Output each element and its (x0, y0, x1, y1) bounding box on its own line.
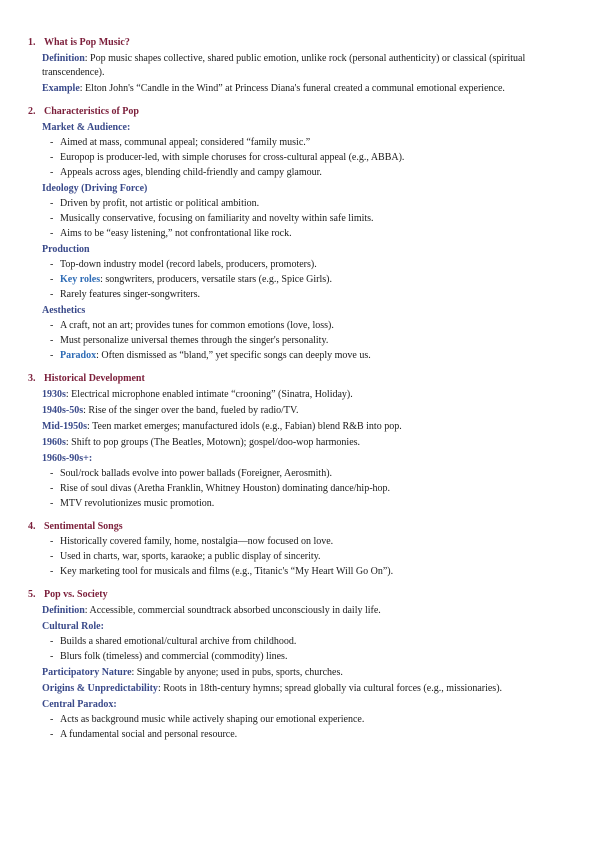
dash-bullet-icon: - (50, 198, 54, 209)
section (28, 520, 576, 579)
section-number: 2. (28, 106, 36, 117)
list-item (28, 467, 576, 481)
line-text: : Roots in 18th-century hymns; spread globally via cultural forces (e.g., missionaries). (157, 683, 503, 694)
list-item (28, 334, 576, 348)
subheading-text: Market & Audience (42, 122, 127, 133)
section-number: 3. (28, 373, 36, 384)
dash-bullet-icon: - (50, 228, 54, 239)
labeled-line (28, 404, 576, 418)
line-text: : Shift to pop groups (The Beatles, Motown); gospel/doo-wop harmonies. (65, 437, 361, 448)
dash-bullet-icon: - (50, 274, 54, 285)
list-item-body (50, 197, 576, 211)
subheading-text: Production (42, 244, 90, 255)
list-item-text: : songwriters, producers, versatile stars (e.g., Spice Girls). (100, 274, 332, 285)
list-item-text: Aims to be “easy listening,” not confrontational like rock. (60, 228, 292, 239)
line-label: 1940s-50s (42, 405, 84, 416)
document-body (28, 36, 576, 751)
labeled-line (28, 682, 576, 696)
list-item-text: Rise of soul divas (Aretha Franklin, Whitney Houston) dominating dance/hip-hop. (60, 483, 391, 494)
dash-bullet-icon: - (50, 213, 54, 224)
list-item-text: Rarely features singer-songwriters. (60, 289, 201, 300)
list-item-text: Blurs folk (timeless) and commercial (commodity) lines. (60, 651, 288, 662)
subheading (28, 304, 576, 318)
list-item-body (50, 650, 576, 664)
list-item (28, 227, 576, 241)
labeled-line (28, 666, 576, 680)
list-item-body (50, 497, 576, 511)
list-item-text: A fundamental social and personal resource. (60, 729, 238, 740)
subheading-text: Ideology (Driving Force) (42, 183, 148, 194)
line-label: Definition (42, 53, 85, 64)
line-text: : Teen market emerges; manufactured idols (e.g., Fabian) blend R&B into pop. (87, 421, 402, 432)
list-item (28, 136, 576, 150)
subheading-text: Central Paradox (42, 699, 114, 710)
list-item-body (50, 212, 576, 226)
list-item-body (50, 713, 576, 727)
dash-bullet-icon: - (50, 551, 54, 562)
section-title: Sentimental Songs (44, 521, 123, 532)
list-item (28, 288, 576, 302)
section (28, 588, 576, 742)
list-item-body (50, 535, 576, 549)
dash-bullet-icon: - (50, 566, 54, 577)
list-item-body (50, 334, 576, 348)
section-title: What is Pop Music? (44, 37, 130, 48)
dash-bullet-icon: - (50, 152, 54, 163)
list-item (28, 166, 576, 180)
section-number: 5. (28, 589, 36, 600)
list-item-body (50, 166, 576, 180)
list-item (28, 319, 576, 333)
list-item-body (50, 288, 576, 302)
line-text: : Rise of the singer over the band, fueled by radio/TV. (83, 405, 299, 416)
subheading (28, 698, 576, 712)
labeled-line (28, 420, 576, 434)
list-item-text: Acts as background music while actively shaping our emotional experience. (60, 714, 365, 725)
list-item (28, 550, 576, 564)
dash-bullet-icon: - (50, 350, 54, 361)
dash-bullet-icon: - (50, 714, 54, 725)
section-heading (28, 372, 576, 386)
subheading-suffix: : (113, 699, 117, 710)
subheading (28, 243, 576, 257)
line-label: 1930s (42, 389, 66, 400)
list-item-text: Soul/rock ballads evolve into power ballads (Foreigner, Aerosmith). (60, 468, 333, 479)
list-item-body (50, 635, 576, 649)
subheading (28, 452, 576, 466)
section-title: Pop vs. Society (44, 589, 108, 600)
list-item (28, 728, 576, 742)
subheading (28, 121, 576, 135)
list-item-text: Historically covered family, home, nostalgia—now focused on love. (60, 536, 334, 547)
list-item (28, 273, 576, 287)
dash-bullet-icon: - (50, 483, 54, 494)
section-heading (28, 105, 576, 119)
list-item-body (50, 550, 576, 564)
list-item (28, 482, 576, 496)
dash-bullet-icon: - (50, 259, 54, 270)
list-item (28, 349, 576, 363)
list-item-label: Key roles (60, 274, 101, 285)
list-item (28, 535, 576, 549)
list-item (28, 635, 576, 649)
list-item-label: Paradox (60, 350, 97, 361)
line-text: : Pop music shapes collective, shared public emotion, unlike rock (personal authenticity) or classical (spiritual transcendence). (42, 53, 526, 78)
subheading-text: Cultural Role (42, 621, 101, 632)
labeled-line (28, 388, 576, 402)
dash-bullet-icon: - (50, 137, 54, 148)
labeled-line (28, 604, 576, 618)
line-label: Example (42, 83, 80, 94)
subheading-suffix: : (127, 122, 131, 133)
dash-bullet-icon: - (50, 289, 54, 300)
section (28, 372, 576, 511)
list-item-text: Used in charts, war, sports, karaoke; a public display of sincerity. (60, 551, 321, 562)
list-item-text: Aimed at mass, communal appeal; considered “family music.” (60, 137, 311, 148)
labeled-line (28, 436, 576, 450)
list-item-text: MTV revolutionizes music promotion. (60, 498, 215, 509)
dash-bullet-icon: - (50, 468, 54, 479)
list-item (28, 565, 576, 579)
list-item-body (50, 136, 576, 150)
list-item (28, 212, 576, 226)
list-item-text: Top-down industry model (record labels, producers, promoters). (60, 259, 317, 270)
dash-bullet-icon: - (50, 729, 54, 740)
list-item-body (50, 467, 576, 481)
subheading-suffix: : (88, 453, 93, 464)
list-item-text: Musically conservative, focusing on familiarity and novelty within safe limits. (60, 213, 374, 224)
list-item (28, 258, 576, 272)
section-heading (28, 36, 576, 50)
list-item-body (50, 565, 576, 579)
dash-bullet-icon: - (50, 636, 54, 647)
list-item (28, 713, 576, 727)
section-heading (28, 520, 576, 534)
section-heading (28, 588, 576, 602)
list-item-body (50, 482, 576, 496)
labeled-line (28, 52, 576, 80)
section-title: Characteristics of Pop (44, 106, 139, 117)
line-text: : Elton John's “Candle in the Wind” at Princess Diana's funeral created a communal emotional experience. (79, 83, 505, 94)
list-item-body (50, 151, 576, 165)
list-item-body (50, 273, 576, 287)
dash-bullet-icon: - (50, 651, 54, 662)
subheading (28, 182, 576, 196)
dash-bullet-icon: - (50, 498, 54, 509)
section-number: 1. (28, 37, 36, 48)
line-label: Origins & Unpredictability (42, 683, 158, 694)
line-text: : Electrical microphone enabled intimate “crooning” (Sinatra, Holiday). (65, 389, 353, 400)
list-item-text: Must personalize universal themes through the singer's personality. (60, 335, 329, 346)
list-item (28, 650, 576, 664)
list-item (28, 497, 576, 511)
section-title: Historical Development (44, 373, 145, 384)
list-item-body (50, 319, 576, 333)
list-item-body (50, 258, 576, 272)
labeled-line (28, 82, 576, 96)
dash-bullet-icon: - (50, 536, 54, 547)
section-number: 4. (28, 521, 36, 532)
list-item-text: Appeals across ages, blending child-friendly and campy glamour. (60, 167, 322, 178)
list-item-text: Europop is producer-led, with simple choruses for cross-cultural appeal (e.g., ABBA). (60, 152, 405, 163)
list-item-text: Driven by profit, not artistic or political ambition. (60, 198, 260, 209)
line-label: Mid-1950s (42, 421, 87, 432)
list-item-text: A craft, not an art; provides tunes for common emotions (love, loss). (60, 320, 334, 331)
line-text: : Accessible, commercial soundtrack absorbed unconsciously in daily life. (84, 605, 381, 616)
dash-bullet-icon: - (50, 335, 54, 346)
list-item-text: : Often dismissed as “bland,” yet specific songs can deeply move us. (96, 350, 371, 361)
list-item-text: Key marketing tool for musicals and films (e.g., Titanic's “My Heart Will Go On”). (60, 566, 394, 577)
list-item (28, 197, 576, 211)
line-label: Participatory Nature (42, 667, 132, 678)
subheading (28, 620, 576, 634)
subheading-suffix: : (100, 621, 104, 632)
list-item-body (50, 728, 576, 742)
list-item-body (50, 349, 576, 363)
line-text: : Singable by anyone; used in pubs, sports, churches. (131, 667, 343, 678)
dash-bullet-icon: - (50, 167, 54, 178)
subheading-text: Aesthetics (42, 305, 86, 316)
list-item-text: Builds a shared emotional/cultural archive from childhood. (60, 636, 297, 647)
list-item-body (50, 227, 576, 241)
dash-bullet-icon: - (50, 320, 54, 331)
section (28, 105, 576, 363)
list-item (28, 151, 576, 165)
line-label: Definition (42, 605, 85, 616)
line-label: 1960s (42, 437, 66, 448)
subheading-text: 1960s-90s+ (42, 453, 89, 464)
section (28, 36, 576, 96)
